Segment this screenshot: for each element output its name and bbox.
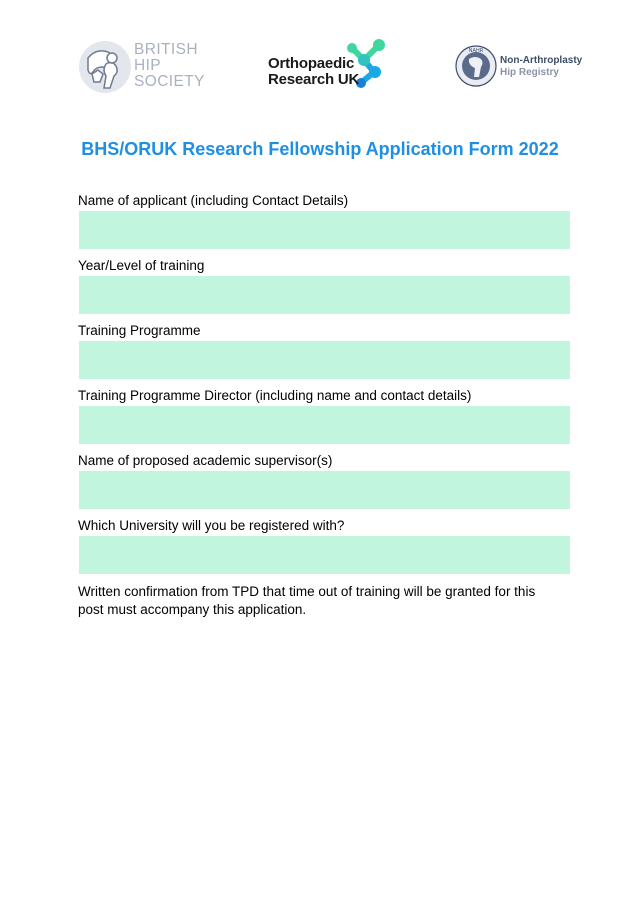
nahr-badge-icon [455,45,497,87]
field-training-programme [78,322,570,379]
field-label: Name of proposed academic supervisor(s) [78,453,333,468]
oruk-line-2: Research UK [268,71,360,88]
field-training-level [78,257,570,314]
training-level-input[interactable] [79,276,570,314]
field-label: Training Programme Director (including name and contact details) [78,388,472,403]
bhs-line-2: HIP [134,57,162,74]
bhs-line-1: BRITISH [134,41,198,58]
field-applicant-name [78,192,570,249]
oruk-wordmark [268,56,359,88]
nahr-wordmark [500,55,582,79]
confirmation-note: Written confirmation from TPD that time out of training will be granted for this post must accompany this application. [78,584,536,617]
field-label: Year/Level of training [78,258,205,273]
university-input[interactable] [79,536,570,574]
application-form [78,192,570,633]
form-title: BHS/ORUK Research Fellowship Application Form 2022 [81,139,559,159]
nahr-line-1: Non-Arthroplasty [500,55,583,66]
field-academic-supervisor [78,452,570,509]
nahr-line-2: Hip Registry [500,67,559,78]
field-label: Training Programme [78,323,201,338]
badge-text: NAHR [468,48,484,54]
academic-supervisor-input[interactable] [79,471,570,509]
bhs-line-3: SOCIETY [134,73,205,90]
field-label: Name of applicant (including Contact Details) [78,193,349,208]
bhs-wordmark [134,42,205,90]
field-university [78,517,570,574]
training-programme-input[interactable] [79,341,570,379]
oruk-line-1: Orthopaedic [268,55,355,72]
field-programme-director [78,387,570,444]
logo-header [0,0,640,110]
field-label: Which University will you be registered with? [78,518,345,533]
british-hip-society-logo [78,40,208,96]
programme-director-input[interactable] [79,406,570,444]
applicant-name-input[interactable] [79,211,570,249]
hip-emblem-icon [78,40,132,94]
orthopaedic-research-uk-logo [268,38,398,100]
non-arthroplasty-hip-registry-logo [455,45,605,89]
